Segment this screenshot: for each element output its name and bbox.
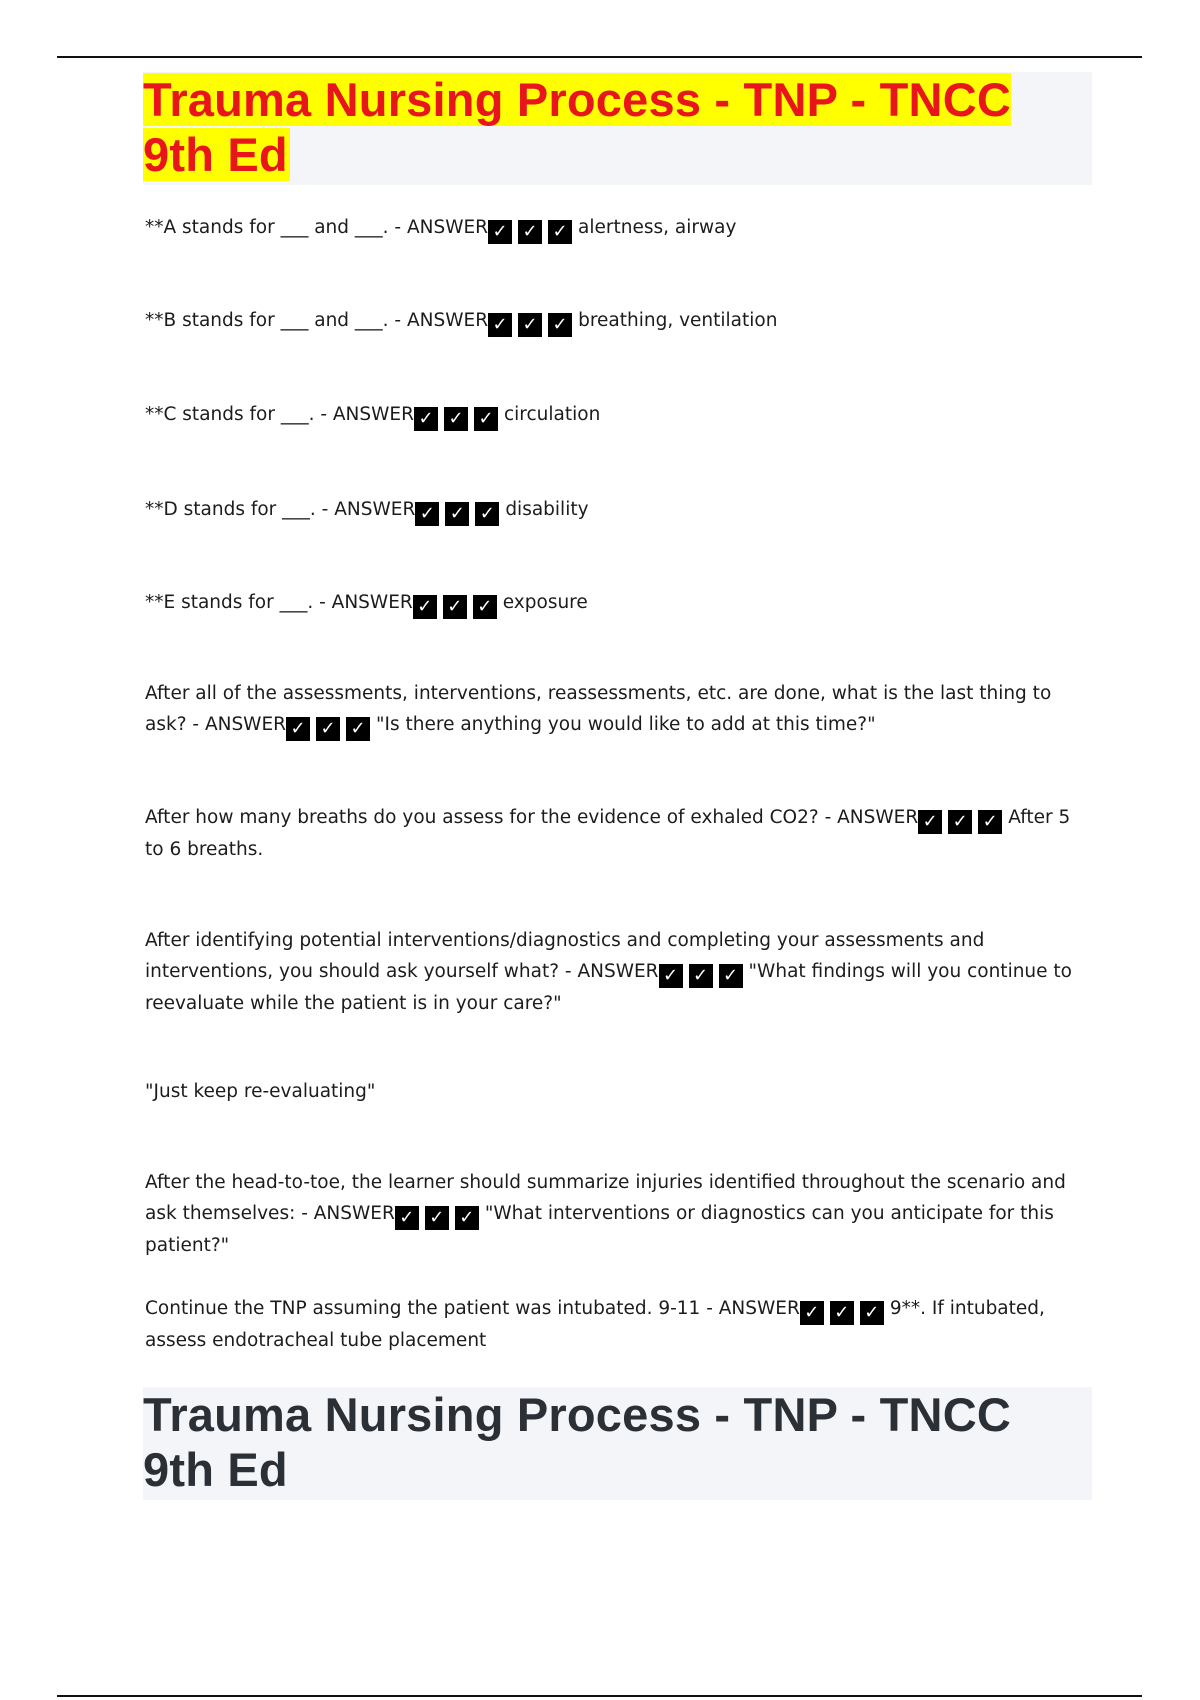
check-icon: ✓ <box>830 1301 854 1325</box>
answer-text: alertness, airway <box>578 217 737 238</box>
qa-item <box>145 212 1090 244</box>
question-text: **E stands for ___. - ANSWER <box>145 592 413 613</box>
check-icon: ✓ <box>719 964 743 988</box>
check-icon: ✓ <box>475 502 499 526</box>
qa-item <box>145 494 1090 526</box>
answer-text: "Just keep re-evaluating" <box>145 1081 376 1102</box>
check-icon: ✓ <box>978 810 1002 834</box>
answer-text: circulation <box>503 404 601 425</box>
check-icon: ✓ <box>445 502 469 526</box>
question-text: **B stands for ___ and ___. - ANSWER <box>145 310 489 331</box>
qa-item <box>145 305 1090 337</box>
check-icon: ✓ <box>659 964 683 988</box>
check-icon: ✓ <box>518 313 542 337</box>
question-text: **C stands for ___. - ANSWER <box>145 404 414 425</box>
question-text: After all of the assessments, interventions, reassessments, etc. are done, what is the last thing to ask? - ANSWER <box>145 683 1052 735</box>
qa-item <box>145 1167 1090 1261</box>
check-icon: ✓ <box>518 220 542 244</box>
title-banner <box>143 72 1092 185</box>
check-icon: ✓ <box>488 313 512 337</box>
check-icon: ✓ <box>444 407 468 431</box>
check-icon: ✓ <box>395 1206 419 1230</box>
question-text: After the head-to-toe, the learner should summarize injuries identified throughout the scenario and ask themselves: - ANSWER <box>145 1172 1066 1224</box>
question-text: **A stands for ___ and ___. - ANSWER <box>145 217 489 238</box>
answer-text: 9**. If intubated, assess endotracheal tube placement <box>145 1298 1045 1351</box>
question-text: After how many breaths do you assess for the evidence of exhaled CO2? - ANSWER <box>145 807 919 828</box>
check-icon: ✓ <box>860 1301 884 1325</box>
answer-text: breathing, ventilation <box>578 310 778 331</box>
check-icon: ✓ <box>948 810 972 834</box>
check-icon: ✓ <box>414 407 438 431</box>
check-icon: ✓ <box>286 717 310 741</box>
check-icon: ✓ <box>455 1206 479 1230</box>
qa-item-continuation <box>145 1076 1090 1107</box>
check-icon: ✓ <box>443 595 467 619</box>
qa-item <box>145 678 1090 741</box>
check-icon: ✓ <box>425 1206 449 1230</box>
qa-item <box>145 1293 1090 1356</box>
answer-text: disability <box>505 499 589 520</box>
check-icon: ✓ <box>316 717 340 741</box>
question-text: **D stands for ___. - ANSWER <box>145 499 416 520</box>
footer-title-banner <box>143 1387 1092 1500</box>
qa-item <box>145 587 1090 619</box>
question-text: Continue the TNP assuming the patient was intubated. 9-11 - ANSWER <box>145 1298 800 1319</box>
check-icon: ✓ <box>548 313 572 337</box>
check-icon: ✓ <box>800 1301 824 1325</box>
answer-text: "Is there anything you would like to add at this time?" <box>376 714 876 735</box>
qa-item <box>145 802 1090 865</box>
footer-title: Trauma Nursing Process - TNP - TNCC 9th Ed <box>143 1388 1011 1496</box>
check-icon: ✓ <box>689 964 713 988</box>
check-icon: ✓ <box>918 810 942 834</box>
answer-text: exposure <box>502 592 588 613</box>
answer-text: "What interventions or diagnostics can you anticipate for this patient?" <box>145 1203 1054 1256</box>
document-title <box>143 72 1092 182</box>
check-icon: ✓ <box>415 502 439 526</box>
answer-text: "What findings will you continue to reevaluate while the patient is in your care?" <box>145 961 1072 1014</box>
check-icon: ✓ <box>346 717 370 741</box>
qa-item <box>145 925 1090 1019</box>
check-icon: ✓ <box>474 407 498 431</box>
top-divider <box>57 56 1142 58</box>
check-icon: ✓ <box>413 595 437 619</box>
answer-text: After 5 to 6 breaths. <box>145 807 1071 860</box>
bottom-divider <box>57 1695 1142 1697</box>
question-text: After identifying potential interventions/diagnostics and completing your assessments and interventions, you should ask yourself what? - ANSWER <box>145 930 985 982</box>
check-icon: ✓ <box>548 220 572 244</box>
check-icon: ✓ <box>488 220 512 244</box>
document-title-text: Trauma Nursing Process - TNP - TNCC 9th Ed <box>143 73 1011 181</box>
qa-item <box>145 399 1090 431</box>
check-icon: ✓ <box>473 595 497 619</box>
